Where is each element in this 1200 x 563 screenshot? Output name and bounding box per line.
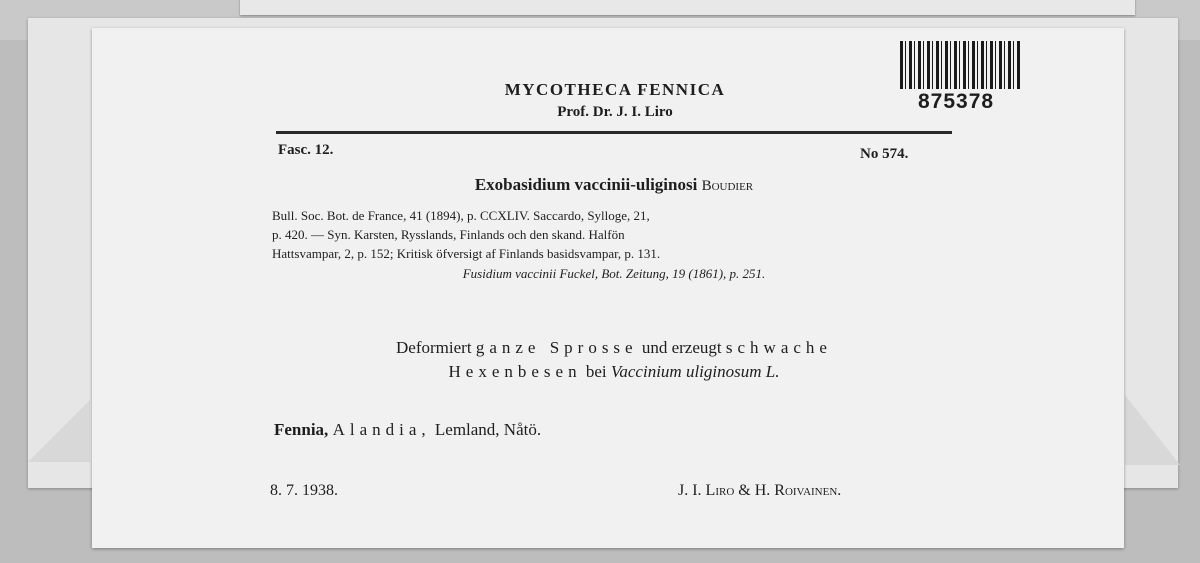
species-line — [276, 175, 952, 195]
description-spaced: ganze Sprosse — [475, 338, 638, 357]
barcode — [900, 41, 1022, 89]
reference-line-2: p. 420. — Syn. Karsten, Rysslands, Finlands och den skand. Halfön — [272, 227, 625, 242]
host-plant: Vaccinium uliginosum L. — [610, 362, 780, 381]
reference-line-4: Fusidium vaccinii Fuckel, Bot. Zeitung, 19 (1861), p. 251. — [462, 266, 766, 281]
envelope-flap-left — [28, 400, 90, 462]
description-word: und erzeugt — [641, 338, 722, 357]
species-name: Exobasidium vaccinii-uliginosi — [474, 175, 698, 194]
description-line-2 — [276, 362, 952, 382]
fascicle: Fasc. 12. — [278, 142, 334, 158]
header-rule — [276, 131, 952, 134]
locality — [274, 420, 541, 440]
description-word: Deformiert — [396, 338, 472, 357]
reference-line-3: Hattsvampar, 2, p. 152; Kritisk öfversigt af Finlands basidsvampar, p. 131. — [272, 246, 661, 261]
species-authority: Boudier — [701, 178, 754, 194]
reference-line-1: Bull. Soc. Bot. de France, 41 (1894), p. CCXLIV. Saccardo, Sylloge, 21, — [272, 208, 650, 223]
barcode-number: 875378 — [918, 90, 995, 113]
locality-region: Alandia, — [332, 420, 431, 439]
collection-date: 8. 7. 1938. — [270, 482, 338, 499]
description-line-1 — [276, 338, 952, 358]
collection-title: MYCOTHECA FENNICA — [504, 80, 726, 99]
envelope-flap-right — [1125, 395, 1180, 465]
description-spaced: Hexenbesen — [448, 362, 582, 381]
collectors: J. I. Liro & H. Roivainen. — [678, 482, 842, 499]
collection-author: Prof. Dr. J. I. Liro — [557, 104, 673, 120]
locality-country: Fennia, — [274, 420, 329, 439]
description-spaced: schwache — [725, 338, 832, 357]
specimen-number: No 574. — [860, 146, 909, 162]
paper-behind — [240, 0, 1135, 15]
description-word: bei — [585, 362, 607, 381]
locality-place: Lemland, Nåtö. — [434, 420, 542, 439]
